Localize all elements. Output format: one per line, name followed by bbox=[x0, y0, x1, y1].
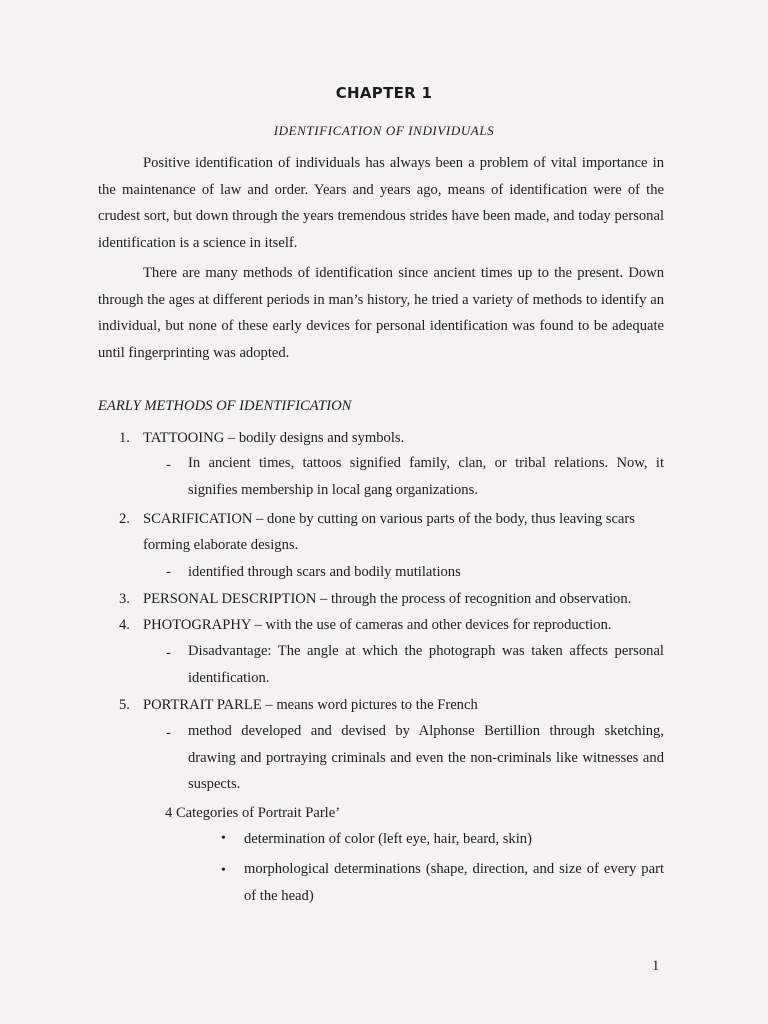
paragraph-1: Positive identification of individuals has always been a problem of vital importance in the maintenance of law and order. Years and years ago, means of identification were of the crudest sort, but down through the years tremendous strides have been made, and today personal identification is a science in itself. bbox=[98, 155, 664, 251]
dash-marker: - bbox=[166, 645, 171, 661]
bullet-marker: • bbox=[221, 831, 226, 846]
dash-marker: - bbox=[166, 457, 171, 473]
bullet-marker: • bbox=[221, 863, 226, 878]
list-item-photography: PHOTOGRAPHY – with the use of cameras and other devices for reproduction. bbox=[143, 617, 612, 633]
dash-marker: - bbox=[166, 564, 171, 580]
list-item-tattooing: TATTOOING – bodily designs and symbols. bbox=[143, 430, 405, 446]
list-number-1: 1. bbox=[119, 430, 130, 446]
list-number-2: 2. bbox=[119, 511, 130, 527]
list-item-scarification-cont: forming elaborate designs. bbox=[143, 537, 299, 553]
list-subitem-scarification: identified through scars and bodily mutilations bbox=[188, 564, 461, 580]
categories-heading: 4 Categories of Portrait Parle’ bbox=[165, 805, 341, 821]
list-subitem-tattooing: In ancient times, tattoos signified family, clan, or tribal relations. Now, it signifies membership in local gang organizations. bbox=[188, 455, 664, 498]
dash-marker: - bbox=[166, 725, 171, 741]
paragraph-2: There are many methods of identification since ancient times up to the present. Down through the ages at different periods in man’s history, he tried a variety of methods to identify an individual, but none of these early devices for personal identification was found to be adequate until fingerprinting was adopted. bbox=[98, 265, 664, 361]
section-heading: EARLY METHODS OF IDENTIFICATION bbox=[98, 398, 352, 414]
list-item-personal-description: PERSONAL DESCRIPTION – through the process of recognition and observation. bbox=[143, 591, 632, 607]
list-number-4: 4. bbox=[119, 617, 130, 633]
list-subitem-portrait-parle: method developed and devised by Alphonse Bertillion through sketching, drawing and portraying criminals and even the non-criminals like witnesses and suspects. bbox=[188, 723, 664, 792]
bullet-item-color: determination of color (left eye, hair, beard, skin) bbox=[244, 831, 532, 847]
page-number: 1 bbox=[652, 958, 660, 974]
list-number-3: 3. bbox=[119, 591, 130, 607]
chapter-subtitle: IDENTIFICATION OF INDIVIDUALS bbox=[273, 123, 495, 138]
chapter-heading: CHAPTER 1 bbox=[335, 84, 433, 102]
list-subitem-photography: Disadvantage: The angle at which the photograph was taken affects personal identification. bbox=[188, 643, 664, 686]
list-number-5: 5. bbox=[119, 697, 130, 713]
list-item-scarification: SCARIFICATION – done by cutting on various parts of the body, thus leaving scars bbox=[143, 511, 635, 527]
bullet-item-morphological: morphological determinations (shape, direction, and size of every part of the head) bbox=[244, 861, 664, 904]
list-item-portrait-parle: PORTRAIT PARLE – means word pictures to the French bbox=[143, 697, 478, 713]
